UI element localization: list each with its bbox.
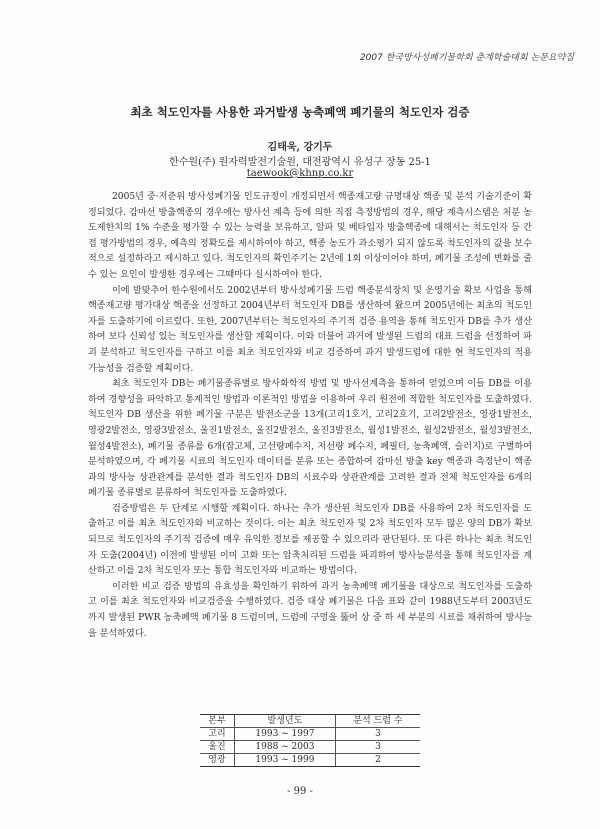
paragraph-4: 검증방법은 두 단계로 시행할 계획이다. 하나는 추가 생산된 척도인자 DB를 사용하여 2차 척도인자를 도출하고 이를 최초 척도인자와 비교하는 것이다. 이는 최초 척도인자 및 2차 척도인자 모두 많은 양의 DB가 확보되므로 척도인자의 주기적 검증에 매우 유익한 정보를 제공할 수 있으리라 판단된다. 또 다른 하나는 최초 척도인자 도출(2004년) 이전에 발생된 이미 고화 또는 압축처리된 드럼을 파괴하여 방사능분석을 통해 척도인자를 계산하고 이를 2차 척도인자 또는 통합 척도인자와 비교하는 방법이다. [88, 503, 532, 577]
table-cell: 고리 [200, 728, 234, 741]
table-header-row [200, 715, 420, 728]
author-email[interactable]: taewook@khnp.co.kr [246, 168, 354, 179]
paragraph-2: 이에 발맞추어 한수원에서도 2002년부터 방사성폐기물 드럼 핵종분석장치 및 운영기술 확보 사업을 통해 핵종재고량 평가대상 핵종을 선정하고 2004년부터 척도인자 DB를 생산하여 왔으며 2005년에는 최초의 척도인자를 도출하기에 이르렀다. 또한, 2007년부터는 척도인자의 주기적 검증 용역을 통해 척도인자 DB를 추가 생산하여 보다 신뢰성 있는 척도인자를 생산할 계획이다. 이와 더불어 과거에 발생된 드럼의 대표 드럼을 선정하여 파괴 분석하고 척도인자를 구하고 이를 최초 척도인자와 비교 검증하여 과거 발생드럼에 대한 현 척도인자의 적용가능성을 검증할 계획이다. [88, 285, 532, 374]
table-row [200, 754, 420, 767]
abstract-body [88, 190, 532, 642]
table-row [200, 728, 420, 741]
table-cell: 1993 ~ 1997 [234, 728, 335, 741]
table-row [200, 741, 420, 754]
paragraph-3: 최초 척도인자 DB는 폐기물종류별로 방사화학적 방법 및 방사선계측을 통하여 얻었으며 이들 DB를 이용하여 경향성을 파악하고 통계적인 방법과 이론적인 방법을 이용하여 우리 원전에 적합한 척도인자를 도출하였다. 척도인자 DB 생산을 위한 폐기물 구분은 발전소군을 13개(고리1호기, 고리2호기, 고리2발전소, 영광1발전소, 영광2발전소, 영광3발전소, 울진1발전소, 울진2발전소, 울진3발전소, 월성1발전소, 월성2발전소, 월성3발전소, 월성4발전소), 폐기물 종류를 6개(잡고체, 고선량폐수지, 저선량 폐수지, 폐필터, 농축폐액, 슬러지)로 구별하여 분석하였으며, 각 폐기물 시료의 척도인자 데이터를 분류 또는 종합하여 감마선 방출 key 핵종과 측정난이 핵종과의 방사능 상관관계를 분석한 결과 척도인자 DB의 시료수와 상관관계를 고려한 결과 전체 척도인자를 6개의 폐기물 종류별로 분류하여 척도인자를 도출하였다. [88, 379, 532, 499]
paper-title: 최초 척도인자를 사용한 과거발생 농축폐액 폐기물의 척도인자 검증 [130, 105, 470, 119]
sample-drum-table [200, 714, 420, 767]
page-number: - 99 - [287, 786, 313, 797]
paragraph-1: 2005년 중·저준위 방사성폐기물 인도규정이 개정되면서 핵종재고량 규명대상 핵종 및 분석 기술기준이 확정되었다. 감마선 방출핵종의 경우에는 방사선 계측 등에 의한 직접 측정방법의 경우, 해당 계측시스템은 처분 농도제한치의 1% 수준을 평가할 수 있는 능력을 보유하고, 알파 및 베타입자 방출핵종에 대해서는 척도인자 등 간접 평가방법의 경우, 예측의 정확도를 제시하여야 하고, 핵종 농도가 과소평가 되지 않도록 척도인자의 값을 보수적으로 설정하라고 제시하고 있다. 척도인자의 확인주기는 2년에 1회 이상이어야 하며, 폐기물 조성에 변화를 줄 수 있는 요인이 발생한 경우에는 그때마다 실시하여야 한다. [88, 192, 532, 280]
paragraph-5: 이러한 비교 검증 방법의 유효성을 확인하기 위하여 과거 농축폐액 폐기물을 대상으로 척도인자를 도출하고 이를 최초 척도인자와 비교검증을 수행하였다. 검증 대상 폐기물은 다음 표와 같이 1988년도부터 2003년도까지 발생된 PWR 농축폐액 폐기물 8 드럼이며, 드럼에 구멍을 뚫어 상 중 하 세 부분의 시료를 채취하여 방사능을 분석하였다. [88, 581, 532, 639]
table-cell: 1988 ~ 2003 [234, 741, 335, 754]
table-cell: 1993 ~ 1999 [234, 754, 335, 767]
table-header-cell: 분석 드럼 수 [335, 715, 420, 728]
table-cell: 영광 [200, 754, 234, 767]
table-cell: 울진 [200, 741, 234, 754]
authors: 김태욱, 강기두 [267, 142, 333, 153]
table-cell: 3 [335, 741, 420, 754]
affiliation: 한수원(주) 원자력발전기술원, 대전광역시 유성구 장동 25-1 [169, 157, 431, 168]
table-cell: 3 [335, 728, 420, 741]
table-header-cell: 본부 [200, 715, 234, 728]
table-header-cell: 발생년도 [234, 715, 335, 728]
conference-header: 2007 한국방사성폐기물학회 춘계학술대회 논문요약집 [359, 53, 574, 63]
table-cell: 2 [335, 754, 420, 767]
